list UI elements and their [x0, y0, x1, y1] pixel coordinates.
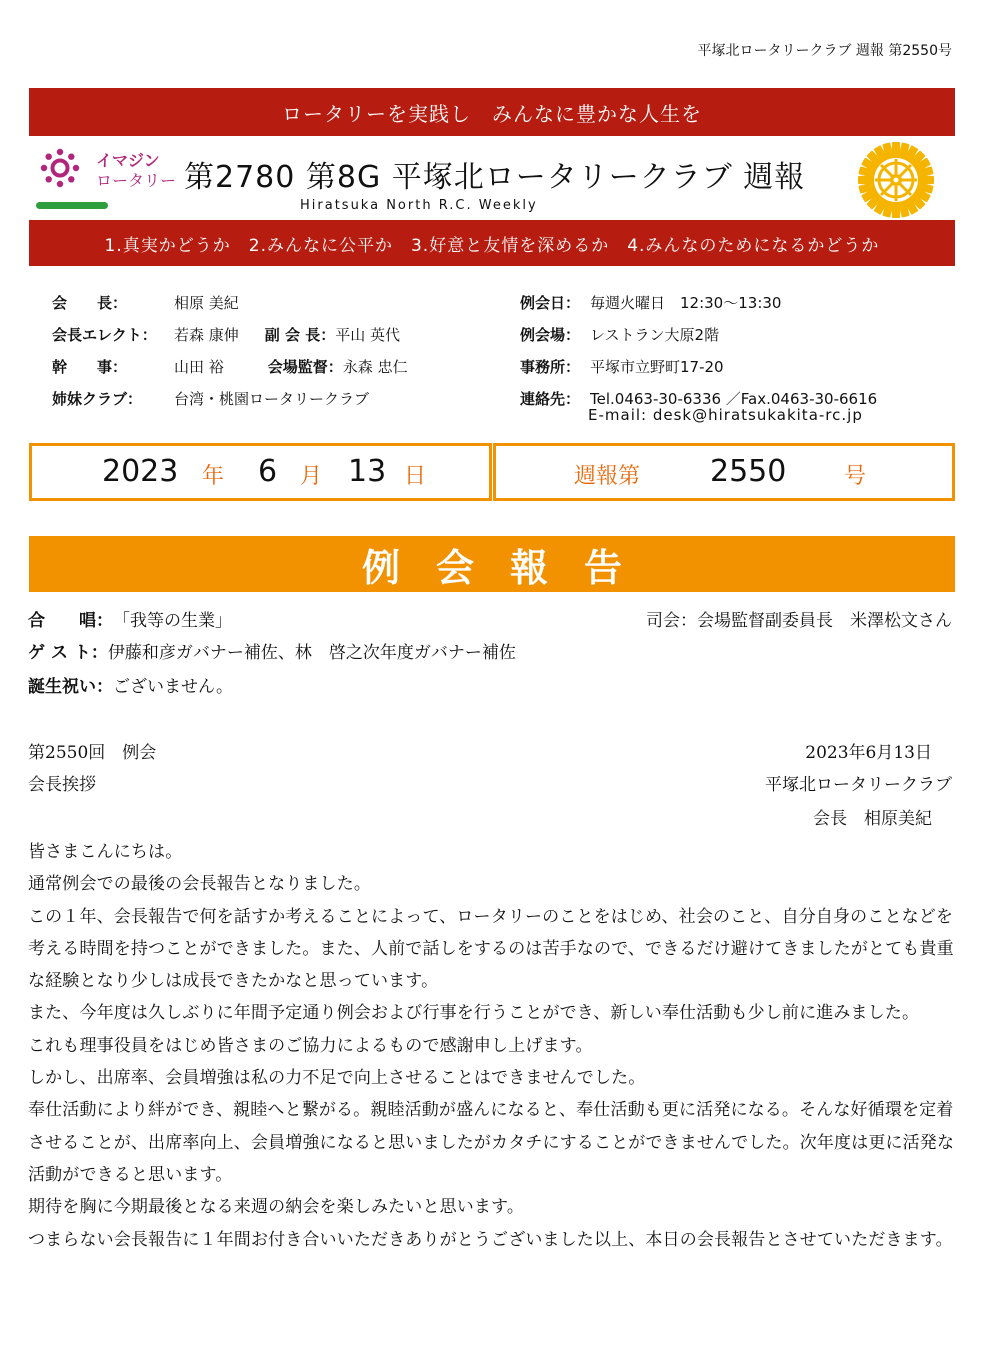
- officer-label: 会 長：: [52, 293, 128, 312]
- body-paragraph: 皆さまこんにちは。: [28, 842, 183, 862]
- meeting-info-label: 例会日：: [520, 293, 581, 312]
- officer-row: [52, 318, 408, 350]
- body-paragraph: また、今年度は久しぶりに年間予定通り例会および行事を行うことができ、新しい奉仕活動も少し前に進みました。: [28, 1003, 920, 1024]
- date-year-label: 年: [202, 464, 225, 489]
- guest-label: ゲ ス ト：: [28, 643, 108, 663]
- imagine-rotary-logo: [36, 146, 176, 212]
- officer-value: 相原 美紀: [174, 293, 239, 312]
- song-label: 合 唱：: [28, 611, 113, 631]
- officer-value-2: 永森 忠仁: [342, 357, 408, 376]
- body-paragraph: 通常例会での最後の会長報告となりました。: [28, 874, 371, 895]
- officer-value: 山田 裕: [174, 357, 224, 376]
- officers-list: [52, 286, 408, 414]
- birthday-value: ございません。: [113, 677, 234, 697]
- slogan-banner: [29, 88, 955, 136]
- meeting-info-value: 平塚市立野町17-20: [590, 357, 724, 376]
- birthday-label: 誕生祝い：: [28, 677, 113, 697]
- email-address: E-mail: desk@hiratsukakita-rc.jp: [588, 406, 863, 424]
- four-way-test-banner: [29, 220, 955, 266]
- header-note: 平塚北ロータリークラブ 週報 第2550号: [697, 43, 952, 59]
- four-way-test-text: 1.真実かどうか 2.みんなに公平か 3.好意と友情を深めるか 4.みんなのためになるかどうか: [104, 235, 880, 256]
- meeting-number: 第2550回 例会: [28, 743, 157, 763]
- club-title: 第2780 第8G 平塚北ロータリークラブ 週報: [184, 160, 806, 195]
- officer-row: [52, 286, 408, 318]
- report-title: 例会報告: [361, 545, 658, 590]
- issue-suffix: 号: [844, 464, 867, 489]
- date-month: 6: [258, 454, 278, 489]
- meeting-info-label: 事務所：: [520, 357, 581, 376]
- imagine-text-line1: イマジン: [96, 151, 160, 170]
- body-paragraph: しかし、出席率、会員増強は私の力不足で向上させることはできませんでした。: [28, 1068, 646, 1089]
- meeting-date: 2023年6月13日: [805, 743, 932, 763]
- officer-value: 台湾・桃園ロータリークラブ: [174, 389, 370, 408]
- officer-label-2: 会場監督：: [267, 357, 343, 376]
- meeting-info-row: [520, 318, 877, 350]
- speech-body: [28, 836, 956, 1256]
- officer-value: 若森 康伸: [174, 325, 239, 344]
- song-value: 「我等の生業」: [113, 611, 232, 631]
- meeting-info-row: [520, 350, 877, 382]
- date-month-label: 月: [300, 464, 323, 489]
- body-paragraph: これも理事役員をはじめ皆さまのご協力によるもので感謝申し上げます。: [28, 1035, 593, 1056]
- report-title-banner: [29, 536, 955, 592]
- date-day: 13: [348, 454, 387, 489]
- meeting-info-list: [520, 286, 877, 414]
- body-paragraph: つまらない会長報告に１年間お付き合いいただきありがとうございました以上、本日の会長報告とさせていただきます。: [28, 1229, 953, 1250]
- imagine-text-line2: ロータリー: [96, 171, 177, 190]
- meeting-info-value: レストラン大原2階: [590, 325, 720, 344]
- imagine-flower-icon: [40, 148, 80, 188]
- officer-label-2: 副 会 長：: [264, 325, 336, 344]
- issue-box: [493, 443, 955, 501]
- officer-label: 会長エレクト：: [52, 325, 157, 344]
- birthday-line: [28, 672, 233, 697]
- imagine-underline: [36, 202, 108, 209]
- body-paragraph: この１年、会長報告で何を話すか考えることによって、ロータリーのことをはじめ、社会のこと、自分自身のことなどを考える時間を持つことができました。また、人前で話しをするのは苦手なので、できるだけ避けてきましたがとても貴重な経験となり少しは成長できたかなと思っています。: [28, 906, 954, 992]
- meeting-info-value: Tel.0463-30-6336 ／Fax.0463-30-6616: [590, 389, 878, 408]
- issue-number: 2550: [710, 454, 787, 489]
- meeting-info-value: 毎週火曜日 12:30〜13:30: [590, 293, 782, 312]
- club-subtitle: Hiratsuka North R.C. Weekly: [300, 198, 538, 213]
- author-org: 平塚北ロータリークラブ: [765, 775, 952, 795]
- officer-label: 幹 事：: [52, 357, 128, 376]
- date-year: 2023: [102, 454, 179, 489]
- guest-line: [28, 638, 516, 663]
- officer-value-2: 平山 英代: [335, 325, 401, 344]
- meeting-info-row: [520, 286, 877, 318]
- song-line: [28, 606, 232, 631]
- mc-line: 司会：会場監督副委員長 米澤松文さん: [646, 611, 952, 631]
- rotary-wheel-icon: [858, 142, 934, 218]
- author-name: 会長 相原美紀: [813, 809, 932, 829]
- guest-value: 伊藤和彦ガバナー補佐、林 啓之次年度ガバナー補佐: [107, 643, 516, 663]
- body-paragraph: 期待を胸に今期最後となる来週の納会を楽しみたいと思います。: [28, 1197, 524, 1218]
- issue-label: 週報第: [574, 464, 641, 489]
- meeting-info-label: 例会場：: [520, 325, 581, 344]
- officer-row: [52, 350, 408, 382]
- officer-label: 姉妹クラブ：: [52, 389, 143, 408]
- body-paragraph: 奉仕活動により絆ができ、親睦へと繋がる。親睦活動が盛んになると、奉仕活動も更に活発になる。そんな好循環を定着させることが、出席率向上、会員増強になると思いましたがカタチにすることができませんでした。次年度は更に活発な活動ができると思います。: [28, 1100, 955, 1185]
- slogan-text: ロータリーを実践し みんなに豊かな人生を: [282, 101, 702, 126]
- date-box: [29, 443, 492, 501]
- date-day-label: 日: [404, 464, 427, 489]
- section-title: 会長挨拶: [28, 775, 96, 795]
- meeting-info-label: 連絡先：: [520, 389, 581, 408]
- officer-row: [52, 382, 408, 414]
